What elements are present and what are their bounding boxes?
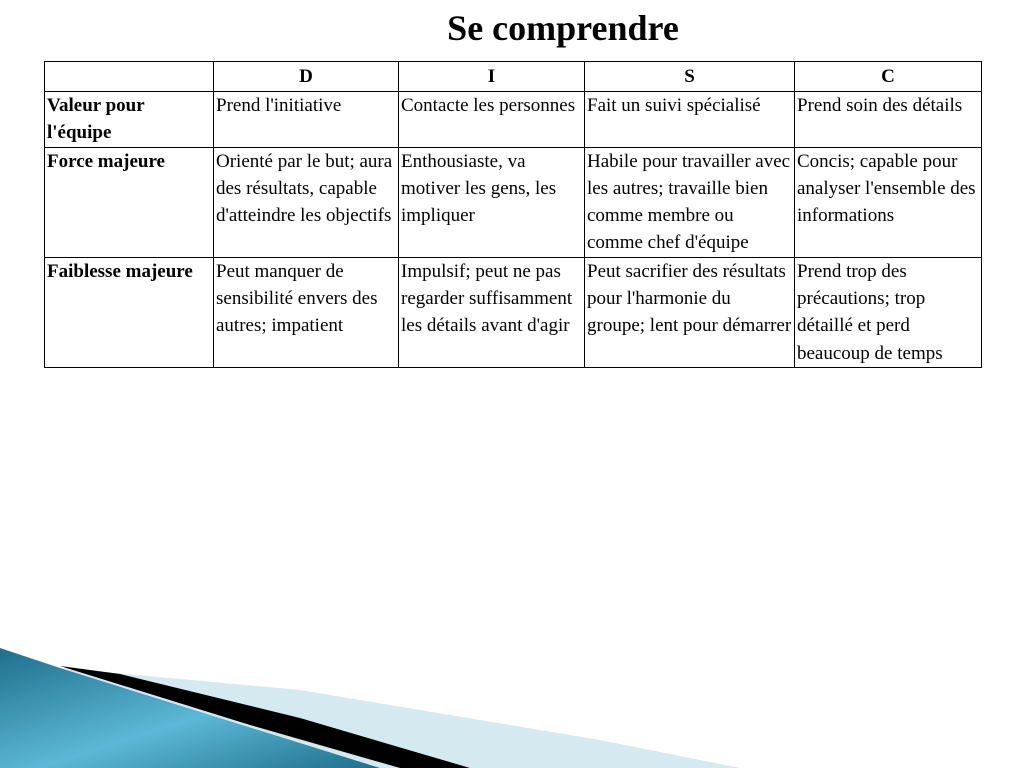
header-d: D — [214, 62, 399, 92]
table-cell: Peut sacrifier des résultats pour l'harmonie du groupe; lent pour démarrer — [585, 257, 795, 367]
header-corner-cell — [45, 62, 214, 92]
table-cell: Habile pour travailler avec les autres; travaille bien comme membre ou comme chef d'équipe — [585, 147, 795, 257]
slide-corner-decoration — [0, 600, 1024, 768]
table-cell: Impulsif; peut ne pas regarder suffisamment les détails avant d'agir — [399, 257, 585, 367]
row-label: Force majeure — [45, 147, 214, 257]
slide-title: Se comprendre — [447, 8, 679, 48]
table-cell: Prend trop des précautions; trop détaillé et perd beaucoup de temps — [795, 257, 982, 367]
disc-comparison-table — [44, 61, 982, 368]
table-cell: Concis; capable pour analyser l'ensemble des informations — [795, 147, 982, 257]
table-header-row — [45, 62, 982, 92]
table-row — [45, 257, 982, 367]
table-cell: Enthousiaste, va motiver les gens, les impliquer — [399, 147, 585, 257]
header-s: S — [585, 62, 795, 92]
table-cell: Prend soin des détails — [795, 92, 982, 148]
row-label: Faiblesse majeure — [45, 257, 214, 367]
table-cell: Prend l'initiative — [214, 92, 399, 148]
table-cell: Orienté par le but; aura des résultats, capable d'atteindre les objectifs — [214, 147, 399, 257]
table-row — [45, 147, 982, 257]
row-label: Valeur pour l'équipe — [45, 92, 214, 148]
table-cell: Peut manquer de sensibilité envers des autres; impatient — [214, 257, 399, 367]
table-cell: Fait un suivi spécialisé — [585, 92, 795, 148]
table-cell: Contacte les personnes — [399, 92, 585, 148]
table-row — [45, 92, 982, 148]
header-c: C — [795, 62, 982, 92]
header-i: I — [399, 62, 585, 92]
